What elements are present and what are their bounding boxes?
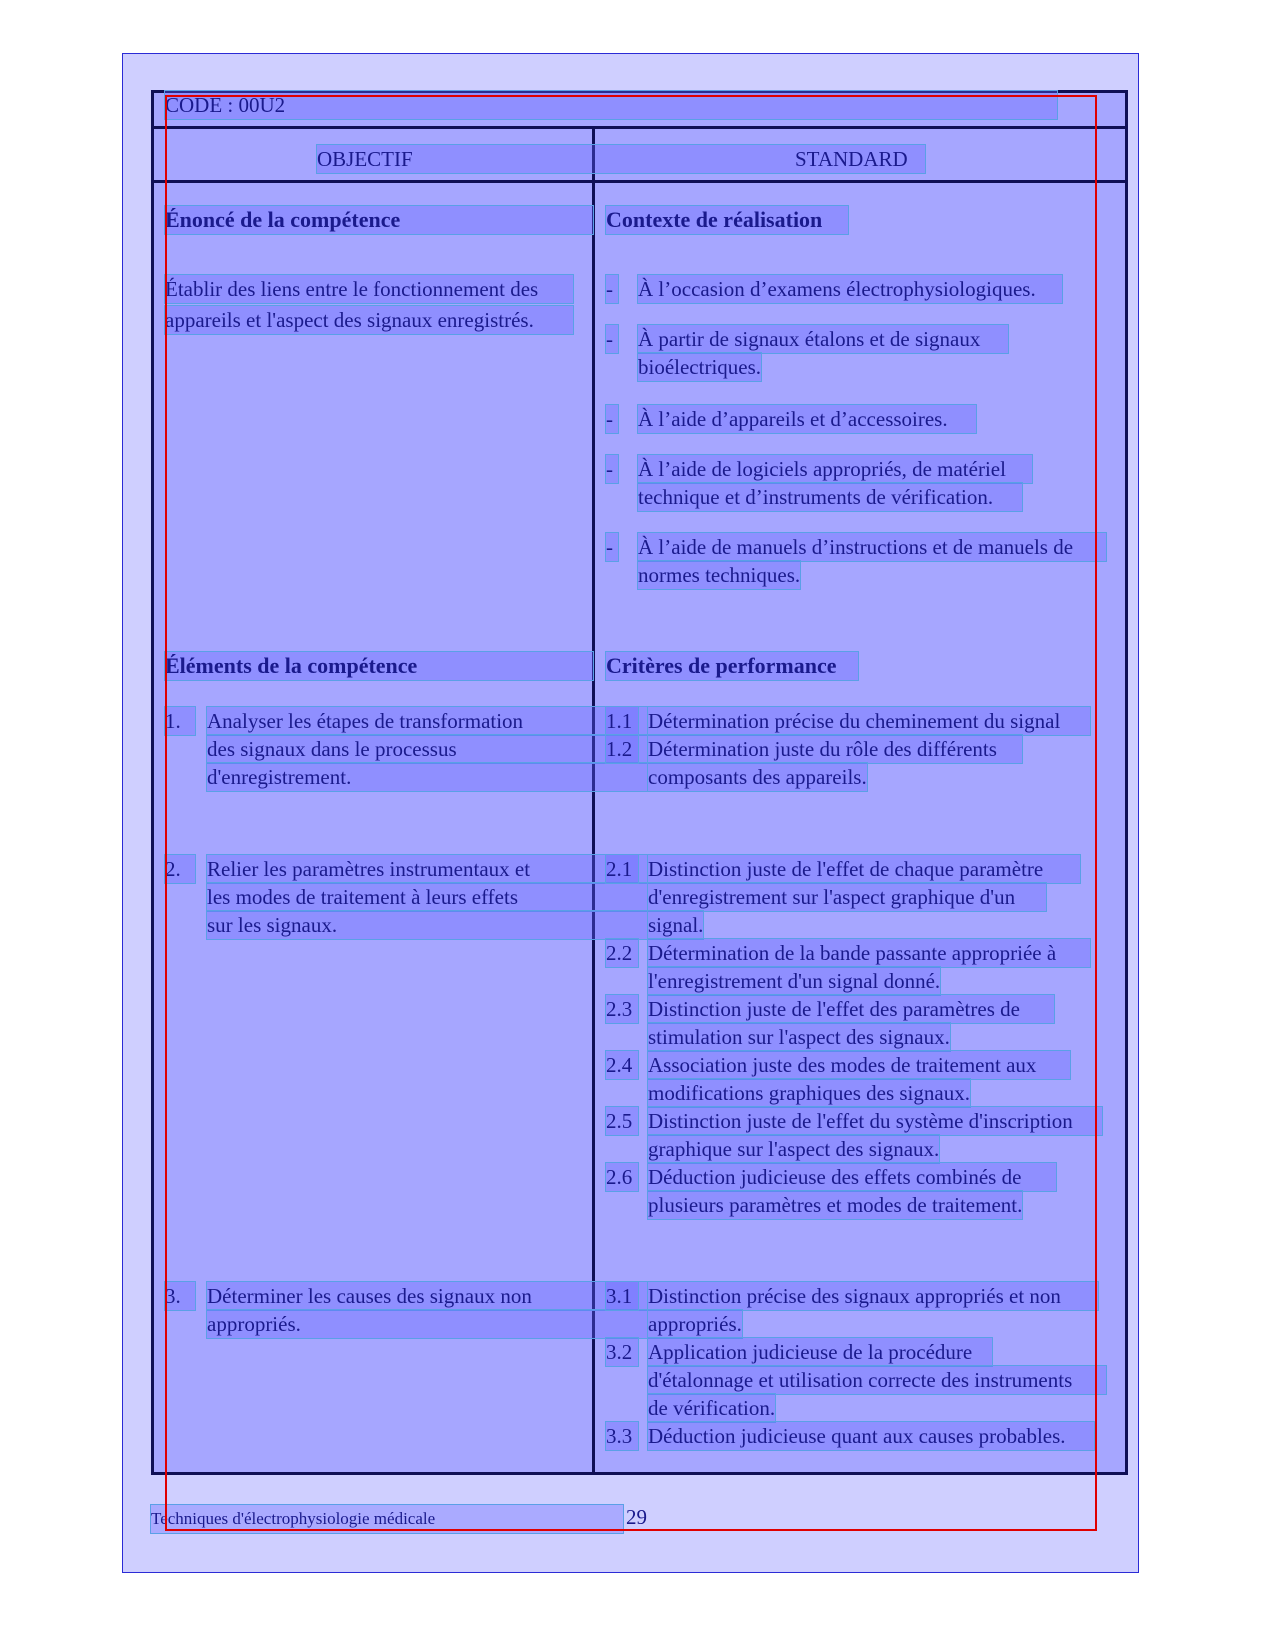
critere-line: Distinction juste de l'effet du système d'inscription	[648, 1107, 1102, 1135]
element-line: Déterminer les causes des signaux non	[207, 1282, 647, 1310]
critere-line: appropriés.	[648, 1312, 742, 1336]
header-objectif: OBJECTIF	[317, 145, 925, 173]
contexte-line: technique et d’instruments de vérification.	[638, 483, 1022, 511]
bullet: -	[606, 275, 618, 303]
contexte-line: À partir de signaux étalons et de signaux	[638, 325, 1008, 353]
page-number: 29	[626, 1505, 647, 1529]
critere-line: Distinction juste de l'effet de chaque paramètre	[648, 855, 1080, 883]
critere-number: 2.1	[606, 855, 638, 883]
critere-number: 2.5	[606, 1107, 638, 1135]
critere-line: d'enregistrement sur l'aspect graphique d'un	[648, 883, 1046, 911]
criteres-title: Critères de performance	[606, 652, 858, 680]
element-number: 1.	[165, 707, 195, 735]
critere-number: 1.1	[606, 707, 638, 735]
bullet: -	[606, 455, 618, 483]
bullet: -	[606, 405, 618, 433]
enonce-title: Énoncé de la compétence	[165, 206, 593, 234]
critere-number: 2.3	[606, 995, 638, 1023]
enonce-line: appareils et l'aspect des signaux enregistrés.	[165, 306, 573, 334]
element-line: d'enregistrement.	[207, 763, 647, 791]
code-label: CODE : 00U2	[165, 91, 1057, 119]
critere-number: 3.3	[606, 1422, 638, 1450]
critere-line: graphique sur l'aspect des signaux.	[648, 1137, 940, 1161]
element-line: les modes de traitement à leurs effets	[207, 883, 647, 911]
contexte-line: À l’aide d’appareils et d’accessoires.	[638, 405, 976, 433]
critere-number: 2.6	[606, 1163, 638, 1191]
critere-line: Distinction précise des signaux appropriés et non	[648, 1282, 1098, 1310]
enonce-line: Établir des liens entre le fonctionnement des	[165, 275, 573, 303]
contexte-line: bioélectriques.	[638, 355, 762, 379]
critere-line: stimulation sur l'aspect des signaux.	[648, 1025, 950, 1049]
element-line: Analyser les étapes de transformation	[207, 707, 647, 735]
critere-line: Distinction juste de l'effet des paramètres de	[648, 995, 1054, 1023]
critere-number: 3.1	[606, 1282, 638, 1310]
critere-line: Détermination de la bande passante appropriée à	[648, 939, 1090, 967]
bullet: -	[606, 533, 618, 561]
critere-line: signal.	[648, 913, 704, 937]
critere-line: Détermination précise du cheminement du signal	[648, 707, 1090, 735]
column-divider	[592, 129, 595, 1472]
critere-line: plusieurs paramètres et modes de traitement.	[648, 1193, 1023, 1217]
critere-line: modifications graphiques des signaux.	[648, 1081, 970, 1105]
bullet: -	[606, 325, 618, 353]
critere-line: Déduction judicieuse quant aux causes probables.	[648, 1422, 1094, 1450]
critere-number: 3.2	[606, 1338, 638, 1366]
critere-line: Association juste des modes de traitement aux	[648, 1051, 1070, 1079]
contexte-line: À l’aide de manuels d’instructions et de manuels de	[638, 533, 1106, 561]
header-standard: STANDARD	[795, 147, 908, 171]
critere-line: l'enregistrement d'un signal donné.	[648, 969, 941, 993]
critere-line: Application judicieuse de la procédure	[648, 1338, 992, 1366]
element-line: appropriés.	[207, 1310, 647, 1338]
contexte-line: normes techniques.	[638, 563, 801, 587]
element-line: des signaux dans le processus	[207, 735, 647, 763]
critere-line: composants des appareils.	[648, 765, 867, 789]
footer-title: Techniques d'électrophysiologie médicale	[151, 1505, 623, 1533]
contexte-title: Contexte de réalisation	[606, 206, 848, 234]
critere-line: d'étalonnage et utilisation correcte des instruments	[648, 1366, 1106, 1394]
element-line: sur les signaux.	[207, 911, 647, 939]
element-line: Relier les paramètres instrumentaux et	[207, 855, 647, 883]
critere-line: de vérification.	[648, 1396, 776, 1420]
elements-title: Éléments de la compétence	[165, 652, 593, 680]
element-number: 3.	[165, 1282, 195, 1310]
contexte-line: À l’aide de logiciels appropriés, de matériel	[638, 455, 1032, 483]
critere-line: Déduction judicieuse des effets combinés de	[648, 1163, 1056, 1191]
critere-number: 2.2	[606, 939, 638, 967]
critere-number: 1.2	[606, 735, 638, 763]
element-number: 2.	[165, 855, 195, 883]
contexte-line: À l’occasion d’examens électrophysiologiques.	[638, 275, 1062, 303]
critere-line: Détermination juste du rôle des différents	[648, 735, 1022, 763]
critere-number: 2.4	[606, 1051, 638, 1079]
